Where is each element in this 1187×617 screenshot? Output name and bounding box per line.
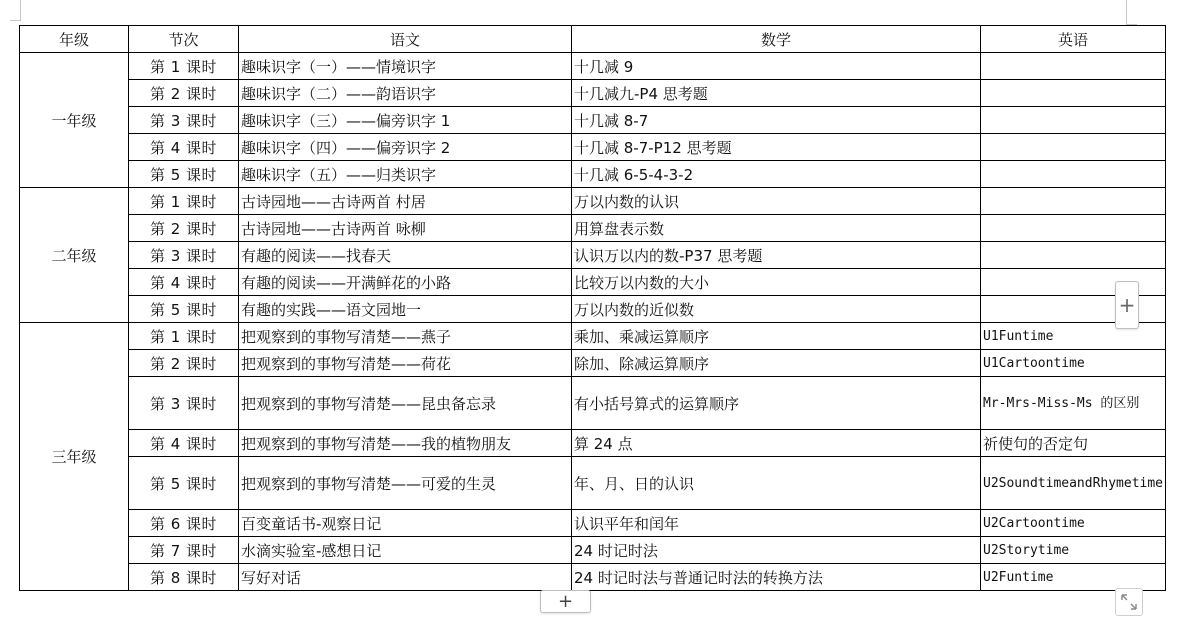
- period-cell[interactable]: 第 5 课时: [129, 296, 239, 323]
- english-cell[interactable]: U2Cartoontime: [981, 510, 1166, 537]
- table-row: [20, 269, 1166, 296]
- period-cell[interactable]: 第 4 课时: [129, 430, 239, 457]
- math-cell[interactable]: 算 24 点: [572, 430, 981, 457]
- math-cell[interactable]: 年、月、日的认识: [572, 457, 981, 510]
- period-cell[interactable]: 第 4 课时: [129, 134, 239, 161]
- grade-cell-2[interactable]: 二年级: [20, 188, 129, 323]
- math-cell[interactable]: 比较万以内数的大小: [572, 269, 981, 296]
- grade-cell-3[interactable]: 三年级: [20, 323, 129, 591]
- page-corner-mark-left: [10, 0, 21, 21]
- math-cell[interactable]: 十几减 6-5-4-3-2: [572, 161, 981, 188]
- period-cell[interactable]: 第 3 课时: [129, 377, 239, 430]
- english-cell[interactable]: [981, 53, 1166, 80]
- period-cell[interactable]: 第 8 课时: [129, 564, 239, 591]
- chinese-cell[interactable]: 百变童话书-观察日记: [239, 510, 572, 537]
- english-cell[interactable]: [981, 107, 1166, 134]
- table-row: [20, 296, 1166, 323]
- table-row: [20, 242, 1166, 269]
- english-cell[interactable]: U2SoundtimeandRhymetime: [981, 457, 1166, 510]
- grade-cell-1[interactable]: 一年级: [20, 53, 129, 188]
- period-cell[interactable]: 第 4 课时: [129, 269, 239, 296]
- math-cell[interactable]: 乘加、乘减运算顺序: [572, 323, 981, 350]
- english-cell[interactable]: 祈使句的否定句: [981, 430, 1166, 457]
- header-grade[interactable]: 年级: [20, 26, 129, 53]
- chinese-cell[interactable]: 古诗园地——古诗两首 咏柳: [239, 215, 572, 242]
- table-row: [20, 377, 1166, 430]
- period-cell[interactable]: 第 3 课时: [129, 242, 239, 269]
- chinese-cell[interactable]: 趣味识字（一）——情境识字: [239, 53, 572, 80]
- period-cell[interactable]: 第 1 课时: [129, 323, 239, 350]
- chinese-cell[interactable]: 水滴实验室-感想日记: [239, 537, 572, 564]
- math-cell[interactable]: 24 时记时法: [572, 537, 981, 564]
- table-row: [20, 215, 1166, 242]
- header-math[interactable]: 数学: [572, 26, 981, 53]
- english-cell[interactable]: U2Funtime: [981, 564, 1166, 591]
- chinese-cell[interactable]: 把观察到的事物写清楚——昆虫备忘录: [239, 377, 572, 430]
- add-column-button[interactable]: +: [1115, 281, 1139, 329]
- period-cell[interactable]: 第 5 课时: [129, 457, 239, 510]
- page-corner-mark-right: [1126, 0, 1137, 25]
- math-cell[interactable]: 万以内数的认识: [572, 188, 981, 215]
- table-row: [20, 350, 1166, 377]
- chinese-cell[interactable]: 趣味识字（三）——偏旁识字 1: [239, 107, 572, 134]
- period-cell[interactable]: 第 1 课时: [129, 188, 239, 215]
- table-row: [20, 80, 1166, 107]
- english-cell[interactable]: U1Cartoontime: [981, 350, 1166, 377]
- table-row: [20, 161, 1166, 188]
- period-cell[interactable]: 第 2 课时: [129, 80, 239, 107]
- header-period[interactable]: 节次: [129, 26, 239, 53]
- math-cell[interactable]: 认识万以内的数-P37 思考题: [572, 242, 981, 269]
- math-cell[interactable]: 万以内数的近似数: [572, 296, 981, 323]
- table-row: [20, 53, 1166, 80]
- schedule-table: [19, 25, 1166, 591]
- math-cell[interactable]: 十几减 8-7: [572, 107, 981, 134]
- chinese-cell[interactable]: 趣味识字（五）——归类识字: [239, 161, 572, 188]
- math-cell[interactable]: 十几减九-P4 思考题: [572, 80, 981, 107]
- english-cell[interactable]: Mr-Mrs-Miss-Ms 的区别: [981, 377, 1166, 430]
- english-cell[interactable]: U2Storytime: [981, 537, 1166, 564]
- english-cell[interactable]: [981, 134, 1166, 161]
- header-chinese[interactable]: 语文: [239, 26, 572, 53]
- table-row: [20, 188, 1166, 215]
- math-cell[interactable]: 认识平年和闰年: [572, 510, 981, 537]
- table-row: [20, 564, 1166, 591]
- period-cell[interactable]: 第 5 课时: [129, 161, 239, 188]
- period-cell[interactable]: 第 7 课时: [129, 537, 239, 564]
- english-cell[interactable]: [981, 188, 1166, 215]
- table-row: [20, 430, 1166, 457]
- add-row-button[interactable]: +: [540, 590, 591, 613]
- chinese-cell[interactable]: 把观察到的事物写清楚——燕子: [239, 323, 572, 350]
- period-cell[interactable]: 第 3 课时: [129, 107, 239, 134]
- english-cell[interactable]: [981, 215, 1166, 242]
- chinese-cell[interactable]: 趣味识字（四）——偏旁识字 2: [239, 134, 572, 161]
- english-cell[interactable]: [981, 80, 1166, 107]
- table-row: [20, 107, 1166, 134]
- chinese-cell[interactable]: 有趣的实践——语文园地一: [239, 296, 572, 323]
- chinese-cell[interactable]: 有趣的阅读——开满鲜花的小路: [239, 269, 572, 296]
- chinese-cell[interactable]: 写好对话: [239, 564, 572, 591]
- chinese-cell[interactable]: 把观察到的事物写清楚——荷花: [239, 350, 572, 377]
- table-row: [20, 510, 1166, 537]
- chinese-cell[interactable]: 趣味识字（二）——韵语识字: [239, 80, 572, 107]
- table-row: [20, 537, 1166, 564]
- table-row: [20, 457, 1166, 510]
- table-resize-button[interactable]: [1115, 588, 1143, 616]
- chinese-cell[interactable]: 把观察到的事物写清楚——可爱的生灵: [239, 457, 572, 510]
- expand-diagonal-icon: [1120, 593, 1138, 611]
- period-cell[interactable]: 第 1 课时: [129, 53, 239, 80]
- period-cell[interactable]: 第 2 课时: [129, 215, 239, 242]
- period-cell[interactable]: 第 6 课时: [129, 510, 239, 537]
- header-english[interactable]: 英语: [981, 26, 1166, 53]
- math-cell[interactable]: 24 时记时法与普通记时法的转换方法: [572, 564, 981, 591]
- english-cell[interactable]: U1Funtime: [981, 323, 1166, 350]
- table-row: [20, 134, 1166, 161]
- math-cell[interactable]: 有小括号算式的运算顺序: [572, 377, 981, 430]
- math-cell[interactable]: 除加、除减运算顺序: [572, 350, 981, 377]
- chinese-cell[interactable]: 有趣的阅读——找春天: [239, 242, 572, 269]
- chinese-cell[interactable]: 把观察到的事物写清楚——我的植物朋友: [239, 430, 572, 457]
- table-row: [20, 323, 1166, 350]
- math-cell[interactable]: 十几减 8-7-P12 思考题: [572, 134, 981, 161]
- header-row: [20, 26, 1166, 53]
- math-cell[interactable]: 用算盘表示数: [572, 215, 981, 242]
- chinese-cell[interactable]: 古诗园地——古诗两首 村居: [239, 188, 572, 215]
- math-cell[interactable]: 十几减 9: [572, 53, 981, 80]
- period-cell[interactable]: 第 2 课时: [129, 350, 239, 377]
- english-cell[interactable]: [981, 161, 1166, 188]
- english-cell[interactable]: [981, 242, 1166, 269]
